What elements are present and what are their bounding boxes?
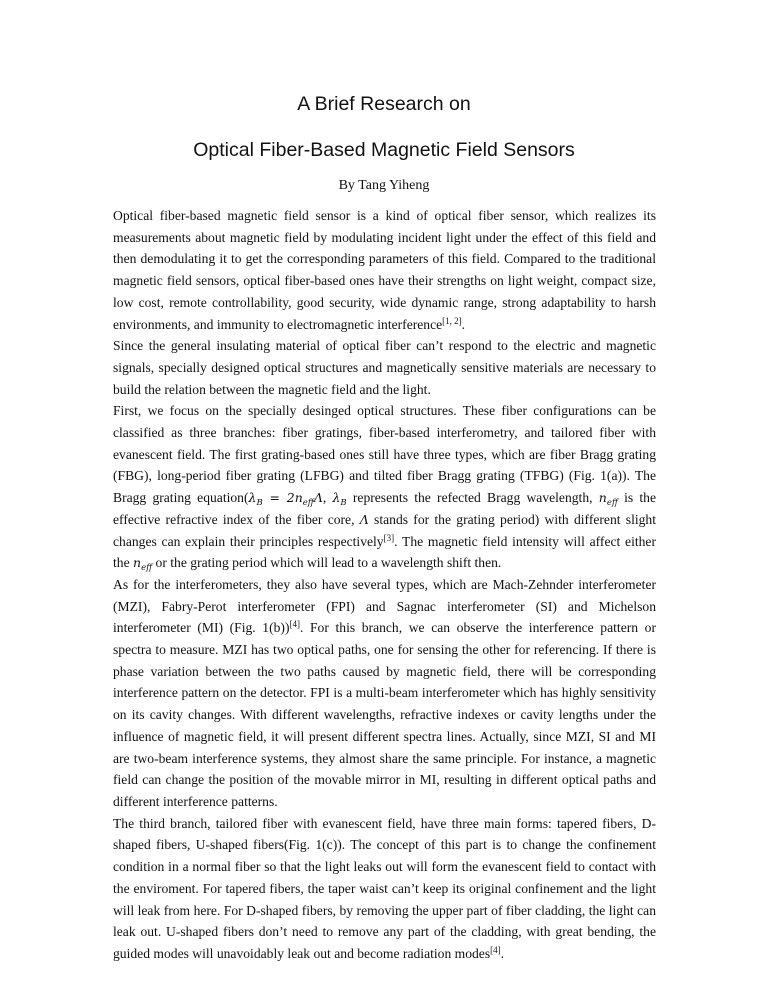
citation: [3] [383, 532, 395, 543]
title-line-2: Optical Fiber-Based Magnetic Field Sensors [193, 139, 575, 161]
symbol-neff: $n_{eff}$ [598, 490, 618, 509]
paragraph-interferometers: As for the interferometers, they also have several types, which are Mach-Zehnder interferometer (MZI), Fabry-Perot interferometer (FPI) and Sagnac interferometer (SI) and Michelson interferometer (MI) (Fig. 1(b))[4]. For this branch, we can observe the interference pattern or spectra to measure. MZI has two optical paths, one for sensing the other for referencing. If there is phase variation between the two paths caused by magnetic field, there will be corresponding interference pattern on the detector. FPI is a multi-beam interferometer which has highly sensitivity on its cavity changes. With different wavelengths, refractive indexes or cavity lengths under the influence of magnetic field, it will present different spectra lines. Actually, since MZI, SI and MI are two-beam interference systems, they almost share the same principle. For instance, a magnetic field can change the position of the movable mirror in MI, resulting in different optical paths and different interference patterns. [113, 576, 656, 809]
symbol-lambda-b: $\lambda_B$ [332, 490, 347, 509]
symbol-period: Λ [359, 511, 369, 527]
citation: [4] [490, 944, 501, 955]
byline: By Tang Yiheng [338, 178, 430, 193]
symbol-neff: $n_{eff}$ [133, 555, 153, 574]
title-line-1: A Brief Research on [297, 93, 471, 115]
paragraph-insulating-material: Since the general insulating material of optical fiber can’t respond to the electric and magnetic signals, specially designed optical structures and magnetically sensitive materials are necessary to build the relation between the magnetic field and the light. [113, 338, 656, 397]
paragraph-fiber-gratings: First, we focus on the specially desinged optical structures. These fiber configurations can be classified as three branches: fiber gratings, fiber-based interferometry, and tailored fiber with evanescent field. The first grating-based ones still have three types, which are fiber Bragg grating (FBG), long-period fiber grating (LFBG) and tilted fiber Bragg grating (TFBG) (Fig. 1(a)). The Bragg grating $equation(\lambda_B = 2n_{eff}\Lambda$, $\lambda_B$ represents the refected Bragg wavelength, $n_{eff}$ is the effective refractive index of the fiber core, Λ stands for the grating period) with different slight changes can explain their principles respectively[3]. The magnetic field intensity will affect either the $n_{eff}$ or the grating period which will lead to a wavelength shift then. [113, 403, 656, 574]
bragg-equation: $\lambda_B = 2n_{eff}\Lambda$ [248, 490, 323, 509]
paragraph-evanescent-field: The third branch, tailored fiber with evanescent field, have three main forms: tapered fibers, D-shaped fibers, U-shaped fibers(Fig. 1(c)). The concept of this part is to change the confinement condition in a normal fiber so that the light leaks out will form the evanescent field to contact with the enviroment. For tapered fibers, the taper waist can’t keep its original confinement and the light will leak from here. For D-shaped fibers, by removing the upper part of fiber cladding, the light can leak out. U-shaped fibers don’t need to remove any part of the cladding, with great bending, the guided modes will unavoidably leak out and become radiation modes[4]. [113, 815, 656, 961]
citation: [4] [289, 619, 300, 630]
citation: [1, 2] [442, 315, 462, 326]
paragraph-intro: Optical fiber-based magnetic field sensor is a kind of optical fiber sensor, which realizes its measurements about magnetic field by modulating incident light under the effect of this field and then demodulating it to get the corresponding parameters of this field. Compared to the traditional magnetic field sensors, optical fiber-based ones have their strengths on light weight, compact size, low cost, remote controllability, good security, wide dynamic range, strong adaptability to harsh environments, and immunity to electromagnetic interference[1, 2]. [113, 208, 656, 332]
body-text [113, 205, 656, 965]
